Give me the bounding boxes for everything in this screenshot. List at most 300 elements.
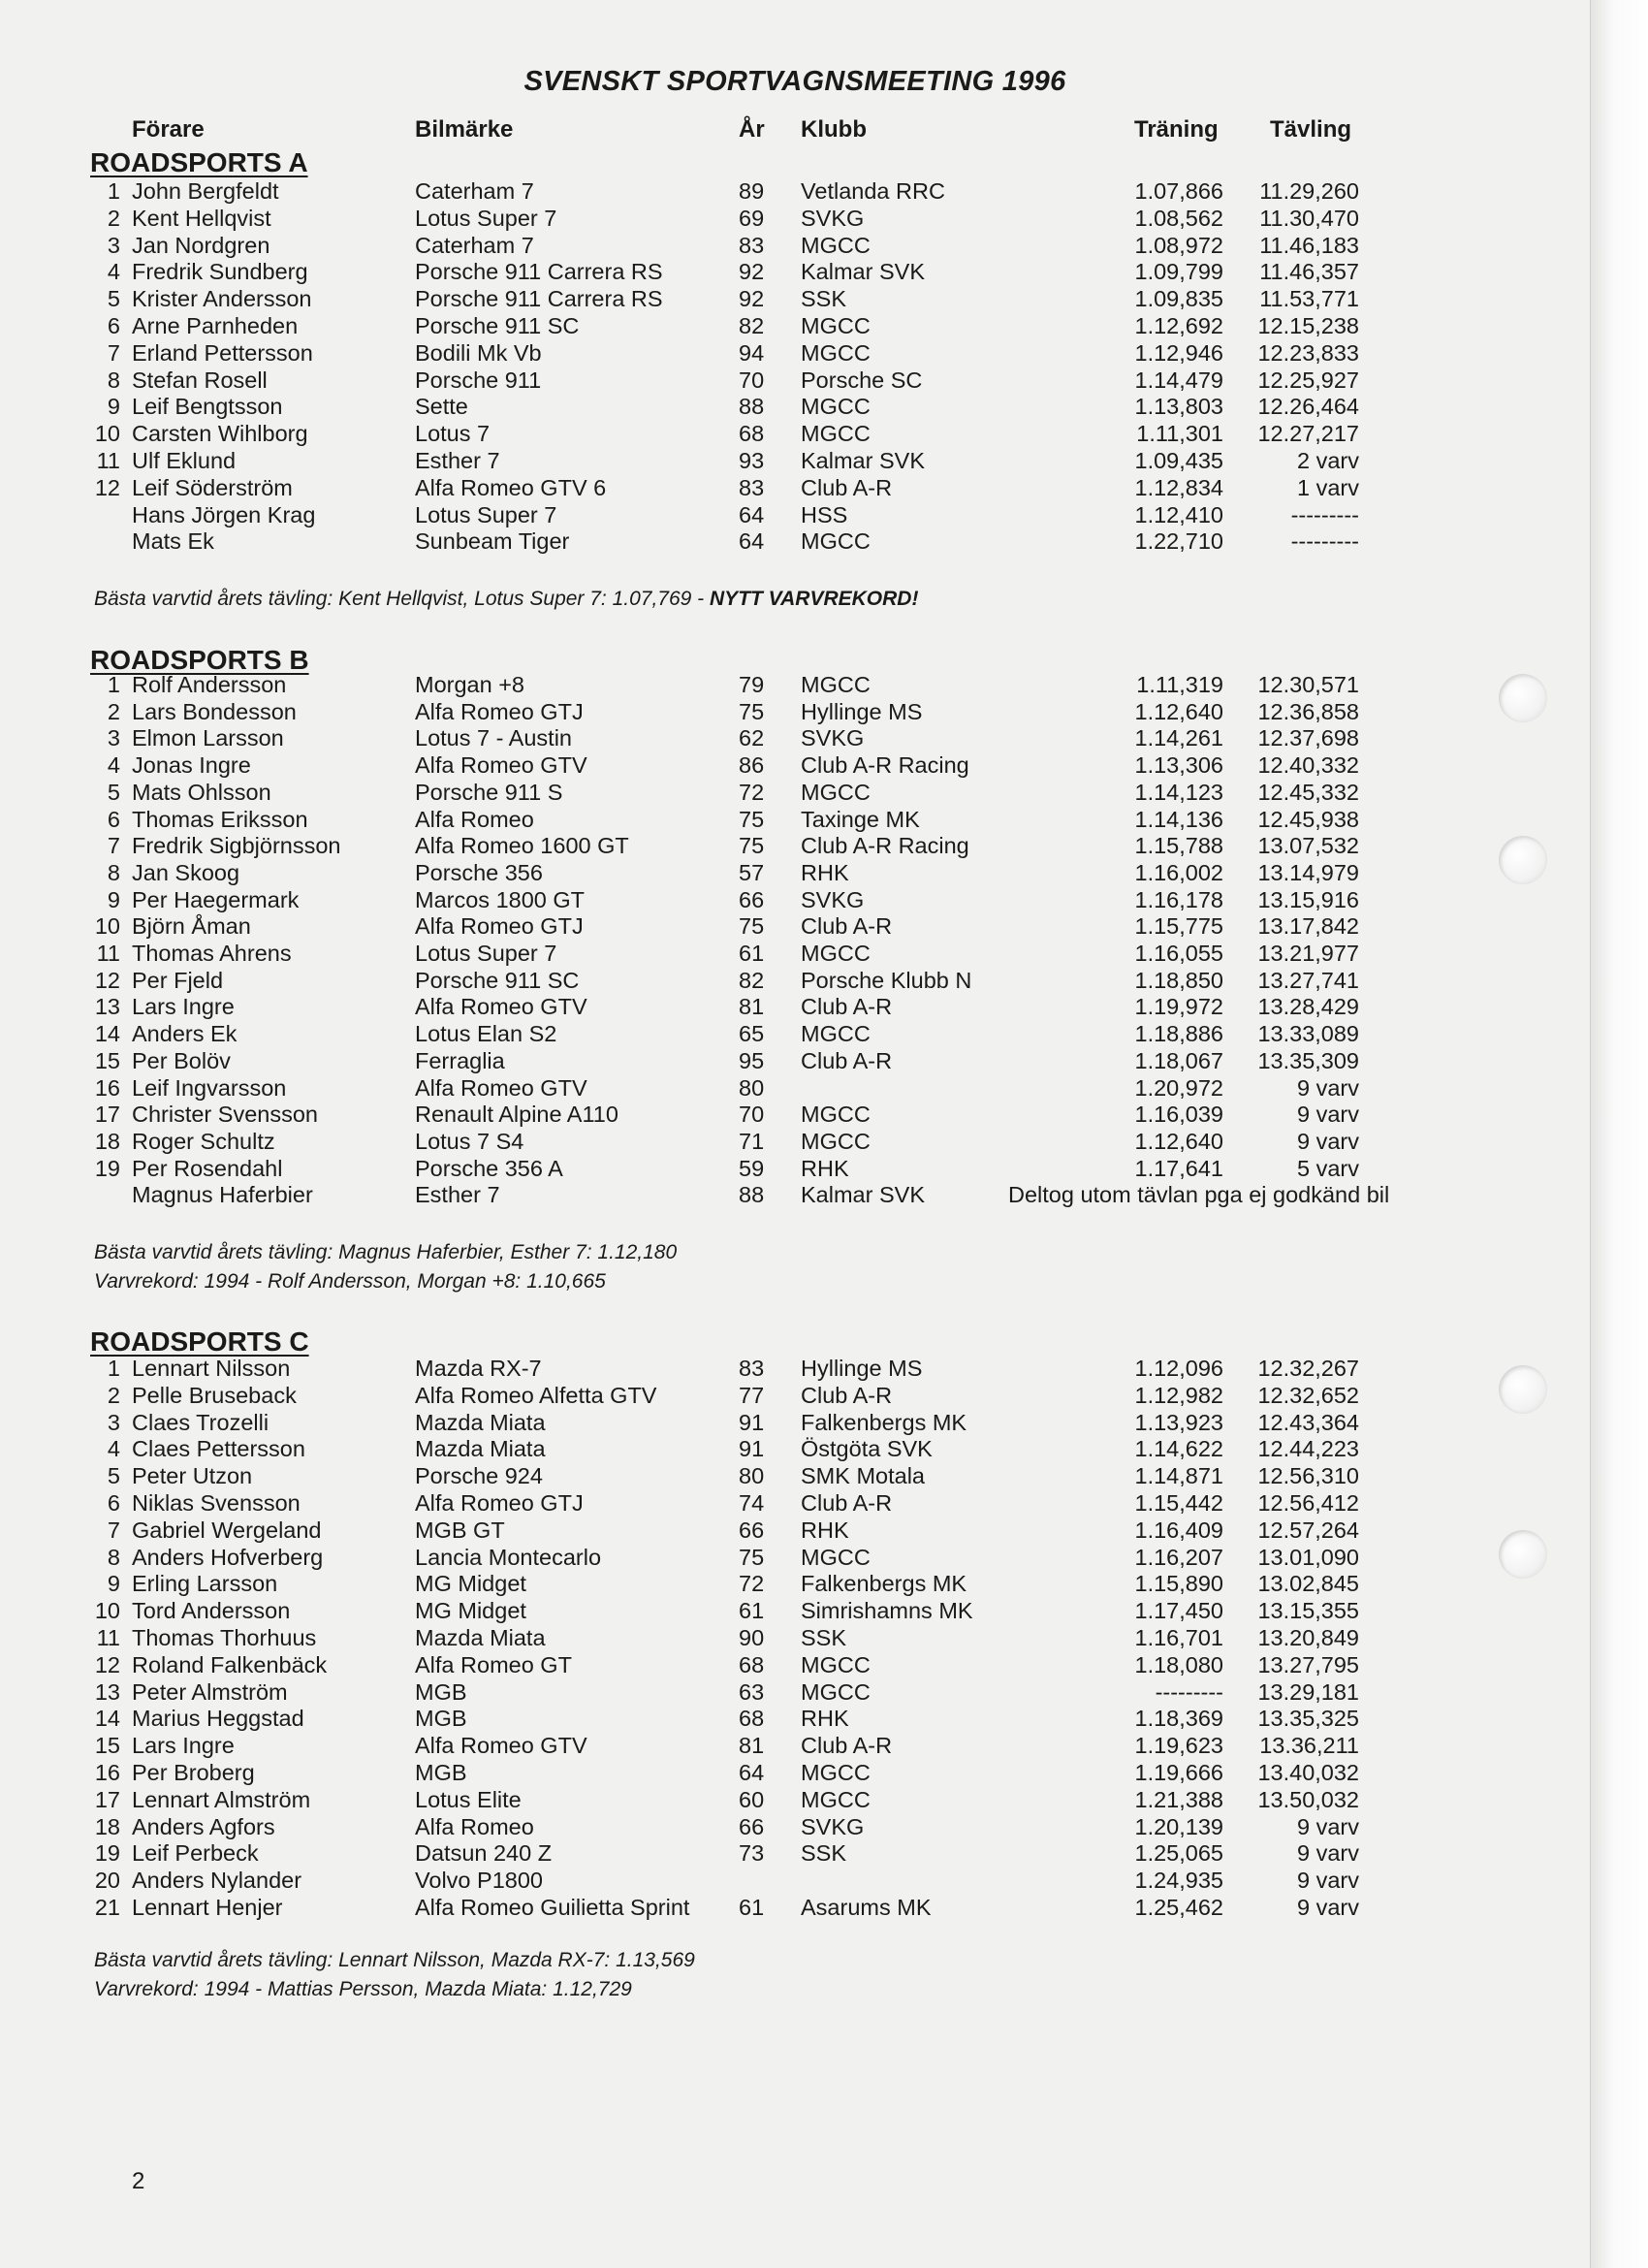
cell-training: 1.25,462 [1134,1895,1223,1920]
cell-car: Porsche 911 Carrera RS [415,286,663,312]
cell-car: Lotus Elite [415,1786,522,1812]
header-driver: Förare [132,116,205,143]
cell-training: 1.09,835 [1134,286,1223,312]
cell-pos: 8 [107,1544,120,1570]
cell-driver: Peter Almström [132,1678,288,1705]
cell-year: 62 [739,725,765,751]
table-row [0,832,1590,859]
cell-year: 82 [739,967,765,993]
cell-driver: Leif Ingvarsson [132,1074,287,1101]
table-row [0,1544,1590,1571]
cell-training: 1.13,803 [1134,394,1223,420]
cell-race: 2 varv [1297,448,1359,473]
cell-driver: Jan Nordgren [132,232,270,258]
table-row [0,1678,1590,1706]
cell-car: Porsche 911 SC [415,967,580,993]
cell-year: 91 [739,1409,765,1435]
cell-club: MGCC [801,1760,871,1785]
cell-training: 1.16,178 [1134,886,1223,912]
cell-driver: Rolf Andersson [132,672,287,697]
cell-driver: Per Broberg [132,1760,255,1785]
cell-car: Caterham 7 [415,178,534,204]
cell-club: SVKG [801,1813,865,1839]
cell-training: 1.18,067 [1134,1047,1223,1073]
cell-club: MGCC [801,313,871,338]
cell-driver: Lars Bondesson [132,698,297,724]
cell-race: 12.32,652 [1257,1382,1359,1408]
table-row [0,1128,1590,1155]
cell-race: 11.53,771 [1259,286,1359,312]
table-row [0,886,1590,913]
cell-club: Taxinge MK [801,806,920,832]
cell-race: 13.40,032 [1257,1760,1359,1785]
cell-driver: Fredrik Sundberg [132,259,308,285]
cell-year: 80 [739,1463,765,1489]
cell-pos: 2 [107,1382,120,1408]
cell-training: 1.09,799 [1134,259,1223,285]
cell-car: Caterham 7 [415,232,534,258]
cell-race: 13.33,089 [1257,1021,1359,1047]
cell-year: 92 [739,286,765,312]
cell-pos: 1 [107,672,120,697]
cell-training: 1.18,080 [1134,1651,1223,1677]
table-row [0,1181,1590,1208]
note-highlight: NYTT VARVREKORD! [710,588,919,610]
cell-year: 81 [739,1733,765,1759]
cell-car: Marcos 1800 GT [415,886,586,912]
cell-driver: Claes Pettersson [132,1436,305,1462]
page-title: SVENSKT SPORTVAGNSMEETING 1996 [523,66,1066,97]
cell-club: Porsche Klubb N [801,967,972,993]
cell-driver: Jan Skoog [132,859,240,885]
cell-year: 95 [739,1047,765,1073]
table-row [0,258,1590,285]
cell-training: 1.16,055 [1134,941,1223,966]
cell-club: RHK [801,1517,849,1543]
cell-pos: 1 [107,1356,120,1381]
cell-car: Alfa Romeo GTJ [415,698,584,724]
cell-car: Lotus Super 7 [415,941,557,966]
cell-pos: 3 [107,232,120,258]
cell-driver: Björn Åman [132,913,251,940]
cell-year: 69 [739,205,765,231]
cell-race: 12.43,364 [1257,1409,1359,1435]
cell-driver: Elmon Larsson [132,725,284,751]
cell-training: 1.18,369 [1134,1706,1223,1732]
cell-pos: 5 [107,779,120,805]
cell-training: 1.15,890 [1134,1571,1223,1597]
section-note [94,1241,677,1264]
cell-driver: Per Rosendahl [132,1155,283,1181]
cell-pos: 2 [107,205,120,231]
cell-club: Kalmar SVK [801,448,925,473]
cell-training: 1.20,139 [1134,1813,1223,1839]
cell-driver: Stefan Rosell [132,367,268,393]
cell-car: Porsche 911 SC [415,313,580,338]
cell-club: MGCC [801,339,871,366]
cell-training: 1.25,065 [1134,1840,1223,1867]
table-row [0,779,1590,806]
cell-year: 71 [739,1128,765,1154]
cell-training: 1.16,409 [1134,1517,1223,1543]
cell-car: Alfa Romeo [415,1813,534,1839]
cell-driver: Kent Hellqvist [132,205,271,231]
cell-training: 1.20,972 [1134,1074,1223,1101]
cell-race: 12.26,464 [1257,394,1359,420]
cell-race: 13.27,741 [1257,967,1359,993]
cell-training: 1.12,946 [1134,339,1223,366]
section-title: ROADSPORTS B [90,645,309,675]
cell-club: Östgöta SVK [801,1436,933,1462]
table-row [0,474,1590,501]
cell-race: 13.36,211 [1259,1733,1359,1759]
table-row [0,940,1590,967]
cell-race: 13.21,977 [1257,941,1359,966]
cell-race: 11.46,183 [1259,232,1359,258]
table-row [0,1382,1590,1409]
cell-club: Porsche SC [801,367,923,393]
cell-training: 1.15,788 [1134,833,1223,859]
table-row [0,1101,1590,1128]
cell-pos: 18 [94,1813,120,1839]
table-row [0,1570,1590,1597]
cell-driver: Erland Pettersson [132,339,313,366]
cell-pos: 10 [94,421,120,447]
cell-race: 12.44,223 [1257,1436,1359,1462]
cell-driver: Per Haegermark [132,886,300,912]
cell-year: 64 [739,501,765,527]
cell-note: Deltog utom tävlan pga ej godkänd bil [1008,1182,1390,1208]
cell-driver: John Bergfeldt [132,178,279,204]
cell-driver: Hans Jörgen Krag [132,501,316,527]
cell-training: 1.13,923 [1134,1409,1223,1435]
cell-race: 13.27,795 [1257,1651,1359,1677]
section-note [94,1949,695,1972]
cell-club: Hyllinge MS [801,698,923,724]
cell-race: --------- [1290,528,1359,555]
cell-club: MGCC [801,1678,871,1705]
cell-car: Lotus Elan S2 [415,1021,557,1047]
cell-club: MGCC [801,1128,871,1154]
table-row [0,1894,1590,1921]
cell-training: 1.19,972 [1134,994,1223,1020]
cell-driver: Per Bolöv [132,1047,231,1073]
note-text: Bästa varvtid årets tävling: Kent Hellqvist, Lotus Super 7: 1.07,769 - [94,588,711,610]
cell-race: 11.29,260 [1259,178,1359,204]
cell-driver: Anders Nylander [132,1868,302,1894]
cell-club: Club A-R [801,474,893,500]
table-row [0,339,1590,367]
cell-year: 91 [739,1436,765,1462]
cell-car: Lotus 7 - Austin [415,725,572,751]
cell-race: 12.56,310 [1257,1463,1359,1489]
cell-car: Alfa Romeo GTJ [415,1490,584,1516]
cell-race: 12.40,332 [1257,752,1359,779]
cell-pos: 6 [107,806,120,832]
cell-training: 1.08,562 [1134,205,1223,231]
cell-club: Club A-R [801,1490,893,1516]
cell-pos: 14 [94,1706,120,1732]
cell-club: MGCC [801,1651,871,1677]
cell-driver: Lennart Nilsson [132,1356,291,1381]
table-row [0,205,1590,232]
cell-pos: 7 [107,339,120,366]
cell-year: 68 [739,1706,765,1732]
cell-pos: 19 [94,1155,120,1181]
table-row [0,177,1590,205]
table-row [0,527,1590,555]
cell-pos: 4 [107,1436,120,1462]
cell-club: MGCC [801,672,871,697]
cell-race: 12.25,927 [1257,367,1359,393]
cell-pos: 7 [107,1517,120,1543]
cell-club: MGCC [801,394,871,420]
cell-year: 74 [739,1490,765,1516]
cell-race: 13.20,849 [1257,1625,1359,1650]
cell-year: 83 [739,232,765,258]
table-row [0,420,1590,447]
cell-pos: 9 [107,394,120,420]
section-title: ROADSPORTS A [90,147,308,177]
cell-race: 12.45,938 [1257,806,1359,832]
header-training: Träning [1134,116,1219,143]
cell-car: Lotus Super 7 [415,501,557,527]
cell-training: 1.14,136 [1134,806,1223,832]
cell-year: 75 [739,913,765,940]
cell-car: Datsun 240 Z [415,1840,553,1867]
cell-car: Volvo P1800 [415,1868,543,1894]
cell-training: 1.12,640 [1134,698,1223,724]
cell-pos: 13 [94,994,120,1020]
cell-year: 81 [739,994,765,1020]
cell-race: 11.30,470 [1259,205,1359,231]
cell-driver: Tord Andersson [132,1598,291,1624]
cell-year: 65 [739,1021,765,1047]
cell-club: Kalmar SVK [801,1182,925,1208]
cell-club: Hyllinge MS [801,1356,923,1381]
cell-year: 64 [739,1760,765,1785]
cell-pos: 21 [94,1895,120,1920]
cell-training: 1.17,450 [1134,1598,1223,1624]
cell-car: Porsche 356 A [415,1155,563,1181]
cell-year: 93 [739,448,765,473]
cell-race: 13.28,429 [1257,994,1359,1020]
cell-pos: 2 [107,698,120,724]
table-row [0,859,1590,886]
cell-race: 13.14,979 [1257,859,1359,885]
cell-driver: Lennart Henjer [132,1895,283,1920]
cell-training: 1.11,301 [1136,421,1223,447]
cell-driver: Thomas Eriksson [132,806,308,832]
cell-race: 13.17,842 [1257,913,1359,940]
table-row [0,1462,1590,1489]
cell-driver: Ulf Eklund [132,448,237,473]
cell-pos: 14 [94,1021,120,1047]
table-row [0,1435,1590,1462]
cell-race: 9 varv [1297,1128,1359,1154]
table-row [0,1705,1590,1732]
cell-pos: 5 [107,1463,120,1489]
cell-year: 75 [739,1544,765,1570]
cell-pos: 12 [94,1651,120,1677]
cell-driver: Fredrik Sigbjörnsson [132,833,341,859]
cell-race: 13.35,325 [1257,1706,1359,1732]
cell-car: Porsche 911 [415,367,542,393]
cell-club: SVKG [801,886,865,912]
cell-pos: 3 [107,1409,120,1435]
cell-training: 1.12,692 [1134,313,1223,338]
header-year: År [739,116,765,143]
section-title: ROADSPORTS C [90,1326,309,1357]
cell-year: 86 [739,752,765,779]
cell-driver: Niklas Svensson [132,1490,301,1516]
cell-training: 1.09,435 [1134,448,1223,473]
cell-driver: Magnus Haferbier [132,1182,313,1208]
header-race: Tävling [1270,116,1352,143]
cell-car: Porsche 911 Carrera RS [415,259,663,285]
cell-club: Club A-R [801,1047,893,1073]
cell-car: Alfa Romeo GTV [415,1074,587,1101]
cell-training: 1.17,641 [1134,1155,1223,1181]
cell-pos: 7 [107,833,120,859]
table-row [0,447,1590,474]
cell-driver: Leif Bengtsson [132,394,283,420]
cell-pos: 13 [94,1678,120,1705]
cell-club: Asarums MK [801,1895,932,1920]
cell-pos: 11 [96,1625,120,1650]
cell-year: 73 [739,1840,765,1867]
cell-club: RHK [801,1706,849,1732]
cell-club: Club A-R [801,1733,893,1759]
cell-car: Renault Alpine A110 [415,1102,618,1128]
table-row [0,1517,1590,1544]
cell-club: Vetlanda RRC [801,178,945,204]
cell-car: Porsche 911 S [415,779,563,805]
cell-driver: Krister Andersson [132,286,312,312]
cell-car: Alfa Romeo GTV [415,752,587,779]
table-row [0,312,1590,339]
cell-car: Sunbeam Tiger [415,528,570,555]
cell-club: SSK [801,1625,847,1650]
table-row [0,967,1590,994]
table-row [0,698,1590,725]
cell-year: 66 [739,886,765,912]
cell-year: 75 [739,833,765,859]
cell-pos: 17 [94,1102,120,1128]
cell-club: MGCC [801,421,871,447]
cell-pos: 3 [107,725,120,751]
cell-training: 1.15,775 [1134,913,1223,940]
cell-year: 61 [739,1598,765,1624]
table-row [0,671,1590,698]
page-number: 2 [132,2168,145,2194]
cell-car: Lotus 7 [415,421,491,447]
cell-race: 9 varv [1297,1813,1359,1839]
table-row [0,1074,1590,1102]
cell-race: 12.27,217 [1257,421,1359,447]
cell-car: MG Midget [415,1598,526,1624]
cell-club: Club A-R Racing [801,833,969,859]
cell-training: 1.07,866 [1134,178,1223,204]
cell-pos: 12 [94,967,120,993]
cell-club: Kalmar SVK [801,259,925,285]
cell-year: 70 [739,367,765,393]
cell-race: 12.15,238 [1257,313,1359,338]
table-row [0,912,1590,940]
cell-year: 66 [739,1813,765,1839]
cell-pos: 9 [107,1571,120,1597]
cell-year: 68 [739,421,765,447]
cell-club: MGCC [801,528,871,555]
cell-year: 72 [739,779,765,805]
cell-car: Alfa Romeo GTV 6 [415,474,607,500]
note-text: Varvrekord: 1994 - Mattias Persson, Mazda Miata: 1.12,729 [94,1978,632,2000]
cell-car: Lotus 7 S4 [415,1128,524,1154]
table-row [0,367,1590,394]
cell-driver: Roland Falkenbäck [132,1651,328,1677]
table-row [0,393,1590,420]
section-note [94,588,918,611]
cell-car: Alfa Romeo 1600 GT [415,833,629,859]
cell-driver: Anders Hofverberg [132,1544,324,1570]
cell-race: 5 varv [1297,1155,1359,1181]
cell-club: SVKG [801,205,865,231]
cell-race: 12.57,264 [1257,1517,1359,1543]
cell-driver: Thomas Thorhuus [132,1625,317,1650]
cell-year: 66 [739,1517,765,1543]
cell-driver: Erling Larsson [132,1571,278,1597]
cell-year: 82 [739,313,765,338]
header-car: Bilmärke [415,116,514,143]
cell-year: 92 [739,259,765,285]
cell-pos: 17 [94,1786,120,1812]
cell-car: Bodili Mk Vb [415,339,542,366]
cell-pos: 8 [107,367,120,393]
cell-car: Esther 7 [415,1182,500,1208]
cell-pos: 15 [94,1047,120,1073]
cell-pos: 10 [94,913,120,940]
cell-training: 1.16,701 [1134,1625,1223,1650]
cell-club: MGCC [801,941,871,966]
cell-car: Alfa Romeo GT [415,1651,572,1677]
cell-car: Lotus Super 7 [415,205,557,231]
cell-race: 13.07,532 [1257,833,1359,859]
cell-race: 11.46,357 [1259,259,1359,285]
cell-training: 1.16,002 [1134,859,1223,885]
cell-race: --------- [1290,501,1359,527]
cell-driver: Anders Agfors [132,1813,275,1839]
cell-training: 1.12,410 [1134,501,1223,527]
table-row [0,1020,1590,1047]
cell-driver: Lennart Almström [132,1786,311,1812]
cell-car: Alfa Romeo Alfetta GTV [415,1382,657,1408]
cell-year: 80 [739,1074,765,1101]
cell-race: 9 varv [1297,1868,1359,1894]
table-row [0,1732,1590,1759]
cell-car: Ferraglia [415,1047,505,1073]
table-row [0,1839,1590,1867]
cell-training: 1.12,834 [1134,474,1223,500]
cell-car: Lancia Montecarlo [415,1544,602,1570]
cell-driver: Per Fjeld [132,967,224,993]
table-row [0,1624,1590,1651]
cell-pos: 1 [107,178,120,204]
cell-pos: 4 [107,752,120,779]
cell-pos: 9 [107,886,120,912]
cell-club: Falkenbergs MK [801,1571,967,1597]
cell-club: Falkenbergs MK [801,1409,967,1435]
cell-car: Alfa Romeo [415,806,534,832]
